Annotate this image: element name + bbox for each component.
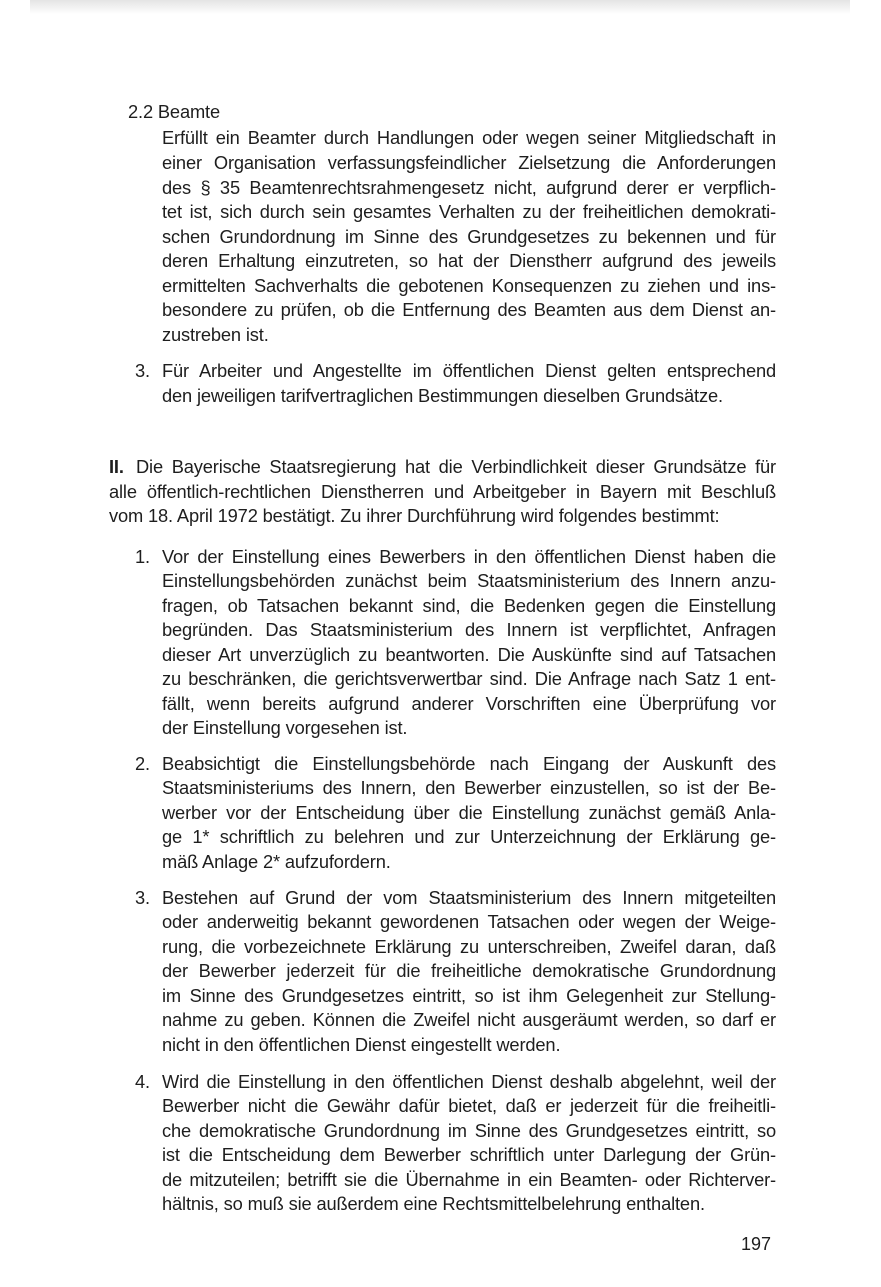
text-line: werber vor der Entscheidung über die Einstellung zunächst gemäß Anla- [162, 802, 776, 823]
text-line: den jeweiligen tarifvertraglichen Bestimmungen dieselben Grundsätze. [162, 385, 723, 406]
section-heading: 2.2 Beamte [128, 101, 220, 122]
text-line: im Sinne des Grundgesetzes eintritt, so ist ihm Gelegenheit zur Stellung- [162, 985, 776, 1006]
page-number: 197 [741, 1234, 772, 1254]
text-line: Einstellungsbehörden zunächst beim Staatsministerium des Innern anzu- [162, 570, 776, 591]
item-number: 2. [135, 753, 150, 774]
item-number: 1. [135, 546, 150, 567]
text-line: ist die Entscheidung dem Bewerber schriftlich unter Darlegung der Grün- [162, 1144, 776, 1165]
text-line: mäß Anlage 2* aufzufordern. [162, 851, 391, 872]
text-line: hältnis, so muß sie außerdem eine Rechtsmittelbelehrung enthalten. [162, 1193, 705, 1214]
text-line: Beabsichtigt die Einstellungsbehörde nach Eingang der Auskunft des [162, 753, 776, 774]
text-line: zu beschränken, die gerichtsverwertbar sind. Die Anfrage nach Satz 1 ent- [162, 668, 776, 689]
text-line: schen Grundordnung im Sinne des Grundgesetzes zu bekennen und für [162, 226, 776, 247]
text-line: ge 1* schriftlich zu belehren und zur Unterzeichnung der Erklärung ge- [162, 826, 776, 847]
text-line: ermittelten Sachverhalts die gebotenen Konsequenzen zu ziehen und ins- [162, 275, 776, 296]
text-line: der Bewerber jederzeit für die freiheitliche demokratische Grundordnung [162, 960, 776, 981]
text-line: fällt, wenn bereits aufgrund anderer Vorschriften eine Überprüfung vor [162, 693, 776, 714]
text-line: Wird die Einstellung in den öffentlichen Dienst deshalb abgelehnt, weil der [162, 1071, 776, 1092]
text-line: deren Erhaltung einzutreten, so hat der Dienstherr aufgrund des jeweils [162, 250, 776, 271]
text-line: fragen, ob Tatsachen bekannt sind, die Bedenken gegen die Einstellung [162, 595, 776, 616]
text-line: Vor der Einstellung eines Bewerbers in den öffentlichen Dienst haben die [162, 546, 776, 567]
text-line: che demokratische Grundordnung im Sinne des Grundgesetzes eintritt, so [162, 1120, 776, 1141]
text-line: einer Organisation verfassungsfeindlicher Zielsetzung die Anforderungen [162, 152, 776, 173]
item-number: 3. [135, 887, 150, 908]
text-line: rung, die vorbezeichnete Erklärung zu unterschreiben, Zweifel daran, daß [162, 936, 776, 957]
text-line: Für Arbeiter und Angestellte im öffentlichen Dienst gelten entsprechend [162, 360, 776, 381]
text-line: des § 35 Beamtenrechtsrahmengesetz nicht, aufgrund derer er verpflich- [162, 177, 776, 198]
text-line: Erfüllt ein Beamter durch Handlungen oder wegen seiner Mitgliedschaft in [162, 127, 776, 148]
section-marker: II. [109, 456, 124, 477]
text-line: begründen. Das Staatsministerium des Innern ist verpflichtet, Anfragen [162, 619, 776, 640]
text-line: der Einstellung vorgesehen ist. [162, 717, 408, 738]
text-line: nahme zu geben. Können die Zweifel nicht ausgeräumt werden, so darf er [162, 1009, 776, 1030]
text-line: Bewerber nicht die Gewähr dafür bietet, daß er jederzeit für die freiheitli- [162, 1095, 776, 1116]
text-line: vom 18. April 1972 bestätigt. Zu ihrer Durchführung wird folgendes bestimmt: [109, 505, 720, 526]
text-line: besondere zu prüfen, ob die Entfernung des Beamten aus dem Dienst an- [162, 299, 776, 320]
text-line: oder anderweitig bekannt gewordenen Tatsachen oder wegen der Weige- [162, 911, 776, 932]
text-line: Staatsministeriums des Innern, den Bewerber einzustellen, so ist der Be- [162, 777, 776, 798]
item-number: 3. [135, 360, 150, 381]
text-line: Bestehen auf Grund der vom Staatsministerium des Innern mitgeteilten [162, 887, 776, 908]
item-number: 4. [135, 1071, 150, 1092]
text-line: nicht in den öffentlichen Dienst eingestellt werden. [162, 1034, 561, 1055]
text-line: zustreben ist. [162, 324, 269, 345]
text-line: tet ist, sich durch sein gesamtes Verhalten zu der freiheitlichen demokrati- [162, 201, 776, 222]
text-line: de mitzuteilen; betrifft sie die Übernahme in ein Beamten- oder Richterver- [162, 1169, 776, 1190]
text-line: alle öffentlich-rechtlichen Dienstherren und Arbeitgeber in Bayern mit Beschluß [109, 481, 776, 502]
text-line: dieser Art unverzüglich zu beantworten. Die Auskünfte sind auf Tatsachen [162, 644, 776, 665]
text-line: Die Bayerische Staatsregierung hat die Verbindlichkeit dieser Grundsätze für [136, 456, 776, 477]
